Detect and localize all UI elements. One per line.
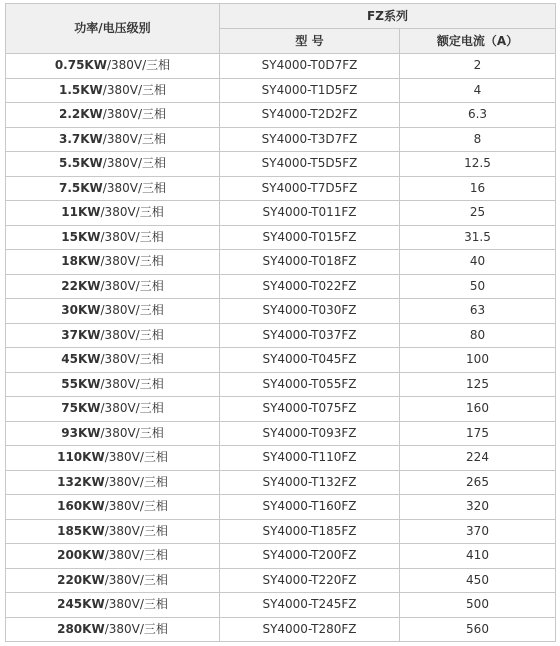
model-cell: SY4000-T093FZ <box>220 421 400 446</box>
model-column-header: 型 号 <box>220 29 400 54</box>
power-cell <box>6 250 220 275</box>
model-cell: SY4000-T055FZ <box>220 372 400 397</box>
model-cell: SY4000-T245FZ <box>220 593 400 618</box>
current-cell: 370 <box>400 519 556 544</box>
model-cell: SY4000-T030FZ <box>220 299 400 324</box>
table-row <box>6 78 556 103</box>
current-cell: 410 <box>400 544 556 569</box>
model-cell: SY4000-T2D2FZ <box>220 103 400 128</box>
voltage-phase: /380V/三相 <box>100 229 164 244</box>
power-value: 7.5KW <box>59 180 103 195</box>
power-cell <box>6 103 220 128</box>
current-cell: 175 <box>400 421 556 446</box>
power-value: 200KW <box>57 548 105 562</box>
model-cell: SY4000-T075FZ <box>220 397 400 422</box>
power-cell <box>6 152 220 177</box>
table-row <box>6 495 556 520</box>
power-cell <box>6 617 220 642</box>
power-value: 220KW <box>57 572 105 587</box>
power-value: 280KW <box>57 621 105 636</box>
power-value: 75KW <box>61 401 101 415</box>
model-cell: SY4000-T200FZ <box>220 544 400 569</box>
current-cell: 450 <box>400 568 556 593</box>
table-row <box>6 103 556 128</box>
voltage-phase: /380V/三相 <box>104 548 168 562</box>
voltage-phase: /380V/三相 <box>100 425 164 440</box>
voltage-phase: /380V/三相 <box>104 474 168 489</box>
current-cell: 500 <box>400 593 556 618</box>
table-row <box>6 568 556 593</box>
power-cell <box>6 495 220 520</box>
current-cell: 160 <box>400 397 556 422</box>
table-row <box>6 201 556 226</box>
power-value: 0.75KW <box>54 58 107 72</box>
power-value: 245KW <box>57 597 105 611</box>
power-value: 18KW <box>61 254 101 268</box>
power-value: 11KW <box>61 205 101 219</box>
model-cell: SY4000-T1D5FZ <box>220 78 400 103</box>
voltage-phase: /380V/三相 <box>104 621 168 636</box>
current-cell: 560 <box>400 617 556 642</box>
power-cell <box>6 519 220 544</box>
spec-table <box>5 3 556 642</box>
model-cell: SY4000-T045FZ <box>220 348 400 373</box>
table-row <box>6 544 556 569</box>
voltage-phase: /380V/三相 <box>100 205 164 219</box>
table-row <box>6 274 556 299</box>
power-cell <box>6 127 220 152</box>
current-cell: 16 <box>400 176 556 201</box>
power-cell <box>6 54 220 79</box>
current-cell: 6.3 <box>400 103 556 128</box>
power-value: 37KW <box>61 327 101 342</box>
model-cell: SY4000-T7D5FZ <box>220 176 400 201</box>
current-cell: 224 <box>400 446 556 471</box>
table-row <box>6 54 556 79</box>
voltage-phase: /380V/三相 <box>102 131 166 146</box>
current-cell: 12.5 <box>400 152 556 177</box>
current-cell: 8 <box>400 127 556 152</box>
series-header: FZ系列 <box>220 4 556 29</box>
table-row <box>6 323 556 348</box>
power-cell <box>6 274 220 299</box>
table-row <box>6 372 556 397</box>
voltage-phase: /380V/三相 <box>102 156 166 170</box>
model-cell: SY4000-T280FZ <box>220 617 400 642</box>
model-cell: SY4000-T110FZ <box>220 446 400 471</box>
table-row <box>6 250 556 275</box>
current-cell: 40 <box>400 250 556 275</box>
model-cell: SY4000-T011FZ <box>220 201 400 226</box>
table-body <box>6 54 556 642</box>
power-value: 2.2KW <box>59 107 103 121</box>
voltage-phase: /380V/三相 <box>100 376 164 391</box>
voltage-phase: /380V/三相 <box>104 597 168 611</box>
voltage-phase: /380V/三相 <box>100 303 164 317</box>
voltage-phase: /380V/三相 <box>104 523 168 538</box>
power-cell <box>6 225 220 250</box>
power-value: 185KW <box>57 523 105 538</box>
model-cell: SY4000-T160FZ <box>220 495 400 520</box>
voltage-phase: /380V/三相 <box>100 401 164 415</box>
table-row <box>6 593 556 618</box>
power-cell <box>6 201 220 226</box>
voltage-phase: /380V/三相 <box>100 327 164 342</box>
current-cell: 100 <box>400 348 556 373</box>
current-cell: 63 <box>400 299 556 324</box>
current-cell: 50 <box>400 274 556 299</box>
current-cell: 31.5 <box>400 225 556 250</box>
current-cell: 2 <box>400 54 556 79</box>
table-row <box>6 348 556 373</box>
model-cell: SY4000-T220FZ <box>220 568 400 593</box>
model-cell: SY4000-T5D5FZ <box>220 152 400 177</box>
current-cell: 265 <box>400 470 556 495</box>
model-cell: SY4000-T132FZ <box>220 470 400 495</box>
voltage-phase: /380V/三相 <box>104 499 168 513</box>
voltage-phase: /380V/三相 <box>102 82 166 97</box>
power-value: 1.5KW <box>59 82 103 97</box>
power-value: 22KW <box>61 278 101 293</box>
voltage-phase: /380V/三相 <box>102 107 166 121</box>
model-cell: SY4000-T018FZ <box>220 250 400 275</box>
power-cell <box>6 397 220 422</box>
table-row <box>6 470 556 495</box>
table-row <box>6 446 556 471</box>
power-value: 93KW <box>61 425 101 440</box>
model-cell: SY4000-T0D7FZ <box>220 54 400 79</box>
table-row <box>6 421 556 446</box>
power-cell <box>6 421 220 446</box>
power-value: 110KW <box>57 450 105 464</box>
table-row <box>6 225 556 250</box>
voltage-phase: /380V/三相 <box>100 278 164 293</box>
table-row <box>6 519 556 544</box>
power-value: 15KW <box>61 229 101 244</box>
power-cell <box>6 470 220 495</box>
voltage-phase: /380V/三相 <box>104 572 168 587</box>
power-cell <box>6 568 220 593</box>
power-cell <box>6 372 220 397</box>
voltage-phase: /380V/三相 <box>106 58 171 72</box>
model-cell: SY4000-T022FZ <box>220 274 400 299</box>
power-cell <box>6 323 220 348</box>
model-cell: SY4000-T3D7FZ <box>220 127 400 152</box>
voltage-phase: /380V/三相 <box>100 254 164 268</box>
table-row <box>6 176 556 201</box>
current-column-header: 额定电流（A） <box>400 29 556 54</box>
table-row <box>6 299 556 324</box>
power-cell <box>6 299 220 324</box>
power-value: 5.5KW <box>59 156 103 170</box>
power-cell <box>6 593 220 618</box>
model-cell: SY4000-T015FZ <box>220 225 400 250</box>
spec-table-container <box>5 3 555 642</box>
model-cell: SY4000-T185FZ <box>220 519 400 544</box>
table-header <box>6 4 556 54</box>
power-cell <box>6 544 220 569</box>
power-value: 55KW <box>61 376 101 391</box>
power-cell <box>6 348 220 373</box>
power-value: 45KW <box>61 352 101 366</box>
power-cell <box>6 176 220 201</box>
power-column-header: 功率/电压级别 <box>6 4 220 54</box>
power-value: 30KW <box>61 303 101 317</box>
voltage-phase: /380V/三相 <box>102 180 166 195</box>
table-row <box>6 397 556 422</box>
current-cell: 80 <box>400 323 556 348</box>
power-cell <box>6 78 220 103</box>
voltage-phase: /380V/三相 <box>104 450 168 464</box>
current-cell: 320 <box>400 495 556 520</box>
table-row <box>6 617 556 642</box>
current-cell: 25 <box>400 201 556 226</box>
power-cell <box>6 446 220 471</box>
table-row <box>6 152 556 177</box>
table-row <box>6 127 556 152</box>
voltage-phase: /380V/三相 <box>100 352 164 366</box>
model-cell: SY4000-T037FZ <box>220 323 400 348</box>
power-value: 160KW <box>57 499 105 513</box>
current-cell: 4 <box>400 78 556 103</box>
power-value: 3.7KW <box>59 131 103 146</box>
power-value: 132KW <box>57 474 105 489</box>
current-cell: 125 <box>400 372 556 397</box>
